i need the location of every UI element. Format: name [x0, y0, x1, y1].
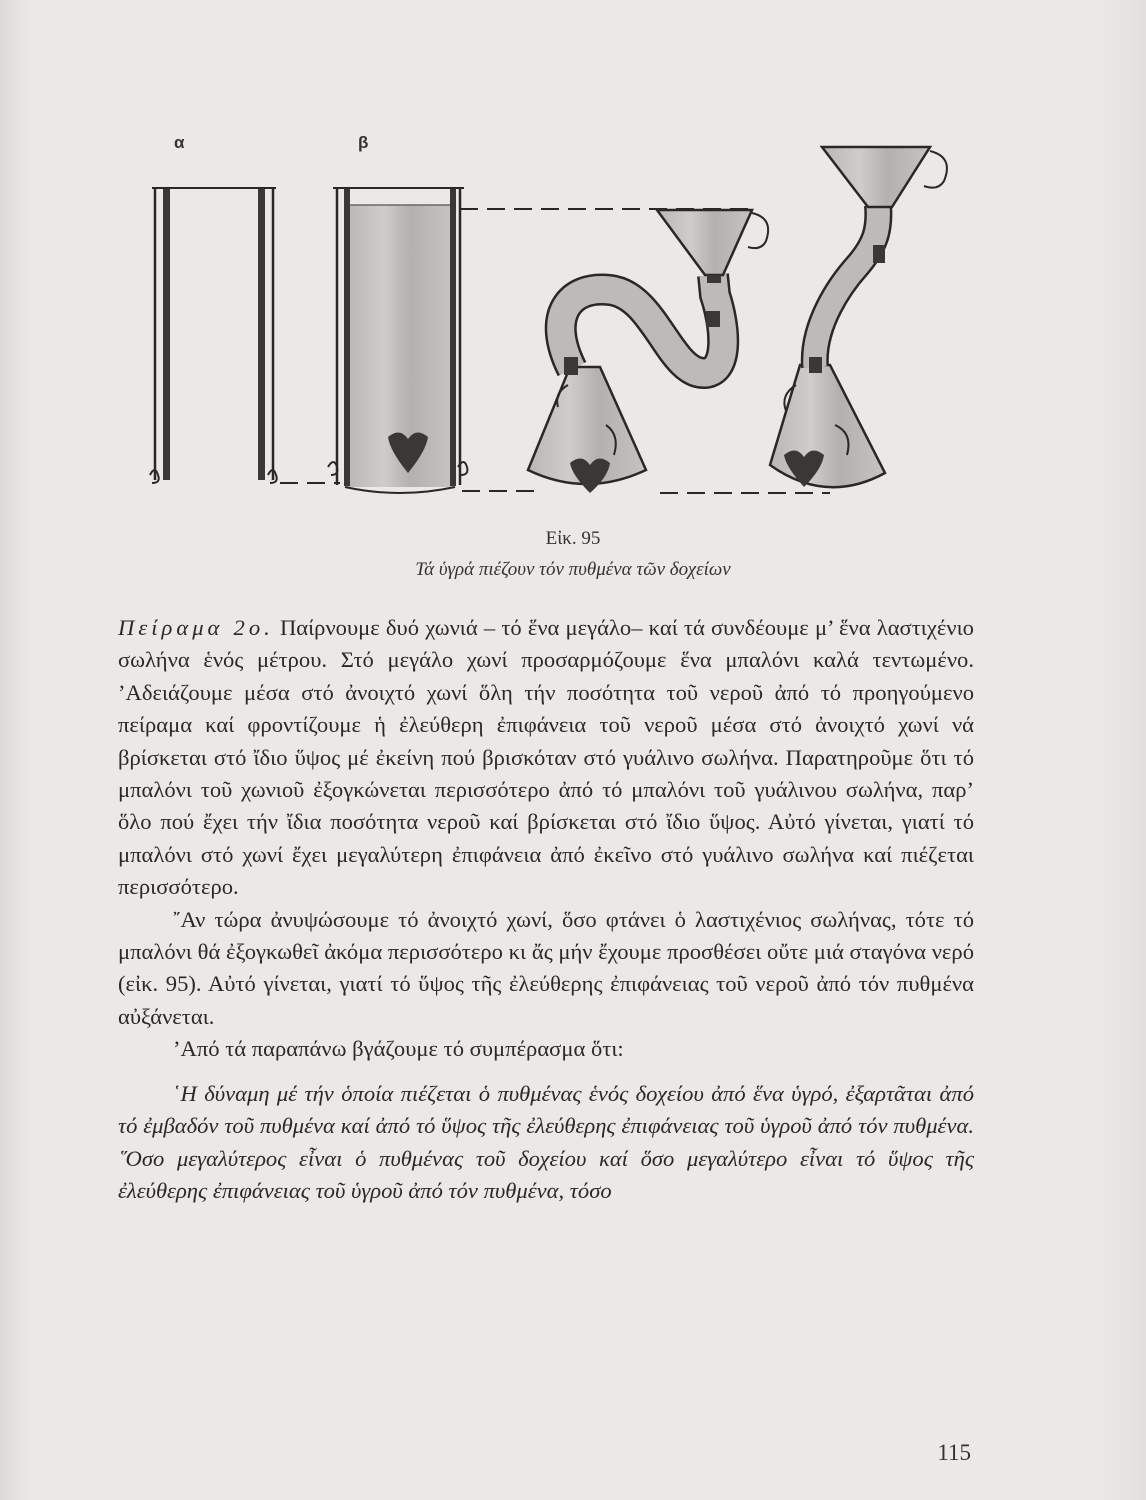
funnel-setup-raised [770, 147, 947, 487]
body-text [118, 612, 974, 1207]
filled-glass-tube [328, 188, 467, 493]
figure-caption-number: Εἰκ. 95 [545, 528, 601, 549]
figure-caption-title: Τά ὑγρά πιέζουν τόν πυθμένα τῶν δοχείων [415, 559, 731, 580]
funnel-setup-level [528, 210, 768, 493]
figure-illustration [140, 125, 980, 525]
paragraph-1-text: Παίρνουμε δυό χωνιά – τό ἕνα μεγάλο– καί τά συνδέουμε μ’ ἕνα λαστιχένιο σωλήνα ἑνός μέτρου. Στό μεγάλο χωνί προσαρμόζουμε ἕνα μπαλόνι καλά τεντωμένο. ’Αδειάζουμε μέσα στό ἀνοιχτό χωνί ὅλη τήν ποσότητα τοῦ νεροῦ ἀπό τό προηγούμενο πείραμα καί φροντίζουμε ἡ ἐλεύθερη ἐπιφάνεια τοῦ νεροῦ μέσα στό ἀνοιχτό χωνί νά βρίσκεται στό ἴδιο ὕψος μέ ἐκείνη πού βρισκόταν στό γυάλινο σωλήνα. Παρατηροῦμε ὅτι τό μπαλόνι τοῦ χωνιοῦ ἐξογκώνεται περισσότερο ἀπό τό μπαλόνι τοῦ γυάλινου σωλήνα, παρ’ ὅλο πού ἔχει τήν ἴδια ποσότητα νεροῦ καί βρίσκεται στό ἴδιο ὕψος. Αὐτό γίνεται, γιατί τό μπαλόνι στό χωνί ἔχει μεγαλύτερη ἐπιφάνεια ἀπό ἐκεῖνο στό γυάλινο σωλήνα καί πιέζεται περισσότερο. [118, 615, 974, 900]
figure-label-a: α [174, 133, 185, 152]
paragraph-2: ῎Αν τώρα ἀνυψώσουμε τό ἀνοιχτό χωνί, ὅσο φτάνει ὁ λαστιχένιος σωλήνας, τότε τό μπαλόνι θά ἐξογκωθεῖ ἀκόμα περισσότερο κι ἄς μήν ἔχουμε προσθέσει οὔτε μιά σταγόνα νερό (εἰκ. 95). Αὐτό γίνεται, γιατί τό ὕψος τῆς ἐλεύθερης ἐπιφάνειας τοῦ νεροῦ ἀπό τόν πυθμένα αὐξάνεται. [118, 906, 974, 1029]
figure-95 [140, 125, 980, 525]
conclusion-paragraph: ῾Η δύναμη μέ τήν ὁποία πιέζεται ὁ πυθμένας ἑνός δοχείου ἀπό ἕνα ὑγρό, ἐξαρτᾶται ἀπό τό ἐμβαδόν τοῦ πυθμένα καί ἀπό τό ὕψος τῆς ἐλεύθερης ἐπιφάνειας τοῦ ὑγροῦ ἀπό τόν πυθμένα. ῞Οσο μεγαλύτερος εἶναι ὁ πυθμένας τοῦ δοχείου καί ὅσο μεγαλύτερο εἶναι τό ὕψος τῆς ἐλεύθερης ἐπιφάνειας τοῦ ὑγροῦ ἀπό τόν πυθμένα, τόσο [118, 1080, 974, 1203]
experiment-heading: Πείραμα 2ο. [118, 615, 274, 640]
page-number: 115 [937, 1440, 971, 1465]
figure-label-b: β [358, 133, 369, 152]
empty-glass-tube [150, 188, 277, 483]
paragraph-3: ’Από τά παραπάνω βγάζουμε τό συμπέρασμα ὅτι: [173, 1036, 624, 1062]
paragraph-experiment [118, 612, 974, 904]
